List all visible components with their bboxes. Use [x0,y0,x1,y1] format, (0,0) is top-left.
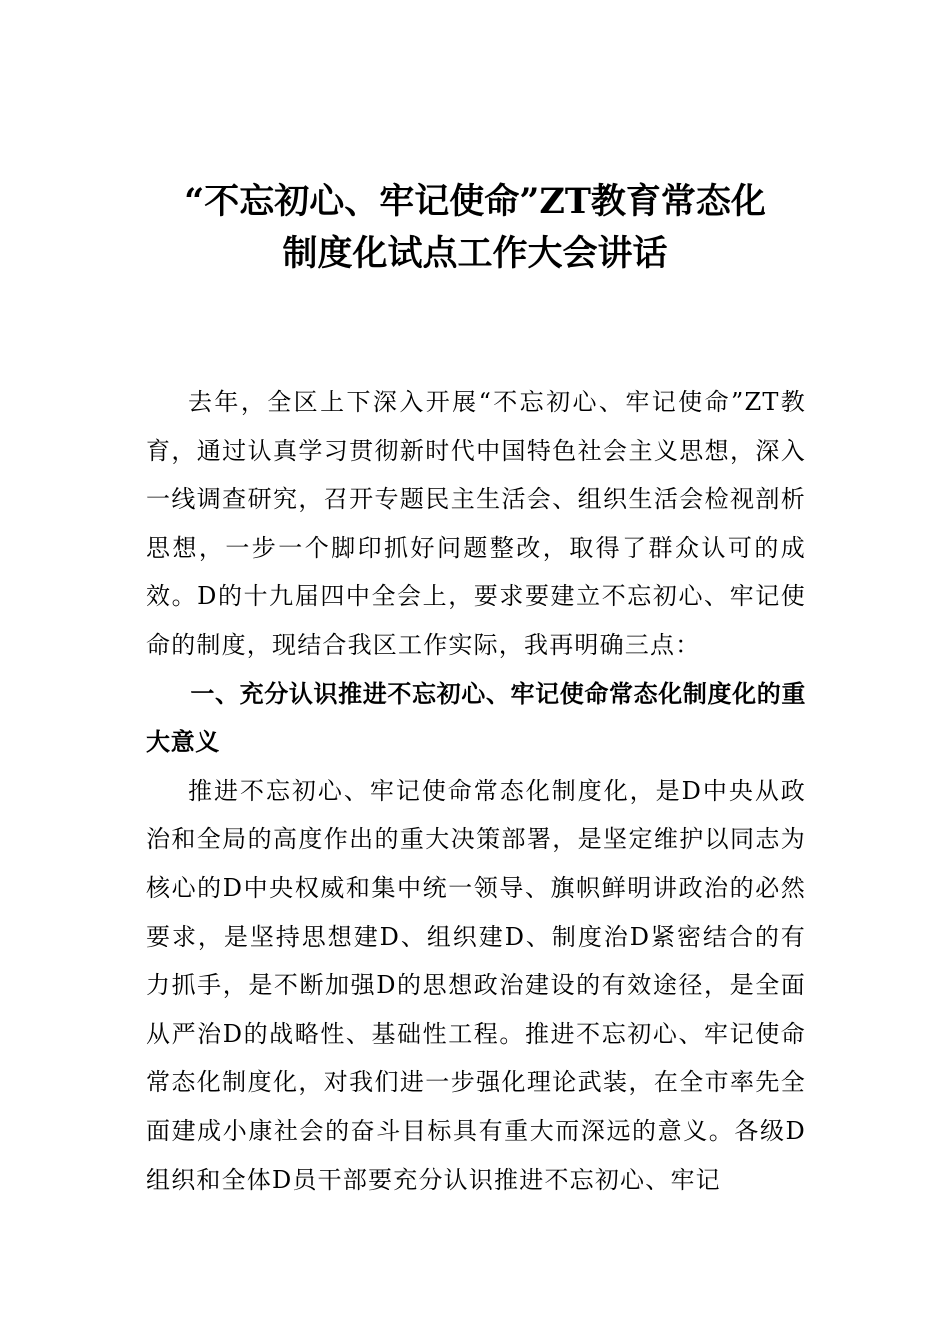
document-title [100,176,850,280]
title-line-1: “不忘初心、牢记使命”ZT教育常态化 [184,181,766,222]
body-paragraph-2: 推进不忘初心、牢记使命常态化制度化，是D中央从政治和全局的高度作出的重大决策部署，是坚定维护以同志为核心的D中央权威和集中统一领导、旗帜鲜明讲政治的必然要求，是坚持思想建D、组织建D、制度治D紧密结合的有力抓手，是不断加强D的思想政治建设的有效途径，是全面从严治D的战略性、基础性工程。推进不忘初心、牢记使命常态化制度化，对我们进一步强化理论武装，在全市率先全面建成小康社会的奋斗目标具有重大而深远的意义。各级D组织和全体D员干部要充分认识推进不忘初心、牢记 [146,776,806,1194]
document-body [146,378,806,1204]
section-heading-1: 一、充分认识推进不忘初心、牢记使命常态化制度化的重大意义 [146,679,806,757]
body-paragraph-1: 去年，全区上下深入开展“不忘初心、牢记使命”ZT教育，通过认真学习贯彻新时代中国特色社会主义思想，深入一线调查研究，召开专题民主生活会、组织生活会检视剖析思想，一步一个脚印抓好问题整改，取得了群众认可的成效。D的十九届四中全会上，要求要建立不忘初心、牢记使命的制度，现结合我区工作实际，我再明确三点： [146,388,806,659]
title-line-2: 制度化试点工作大会讲话 [282,233,668,274]
